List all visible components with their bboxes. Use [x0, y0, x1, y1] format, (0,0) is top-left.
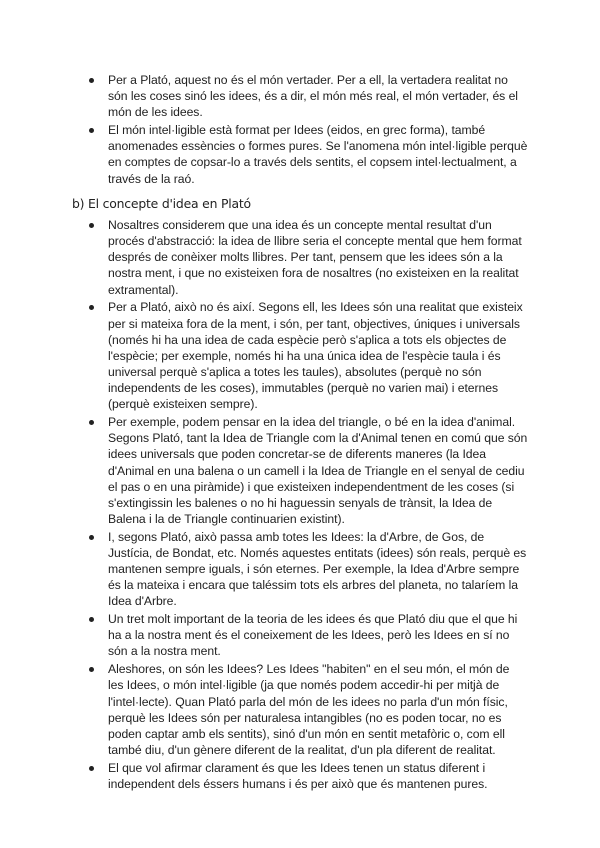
list-item: [88, 661, 528, 758]
list-item: [88, 299, 528, 412]
bullet-icon: [89, 420, 94, 425]
list-item: [88, 414, 528, 527]
paragraph-text: Per a Plató, això no és així. Segons ell, les Idees són una realitat que existeix per si mateixa fora de la ment, i són, per tant, objectives, úniques i universals (només hi ha una idea de cada espècie però s'aplica a tots els objectes de l'espècie; per exemple, només hi ha una única idea de l'espècie taula i és universal perquè s'aplica a totes les taules), absolutes (perquè no són independents de les coses), immutables (perquè no varien mai) i eternes (perquè existeixen sempre).: [108, 300, 523, 412]
paragraph-text: El que vol afirmar clarament és que les Idees tenen un status diferent i independent dels éssers humans i és per això que és mantenen pures.: [108, 760, 488, 791]
bullet-icon: [89, 535, 94, 540]
paragraph-text: Un tret molt important de la teoria de les idees és que Plató diu que el que hi ha a la nostra ment és el coneixement de les Idees, però les Idees en sí no són a la nostra ment.: [108, 612, 518, 659]
list-item: [88, 529, 528, 610]
paragraph-text: Aleshores, on són les Idees? Les Idees "habiten" en el seu món, el món de les Idees, o món intel·ligible (ja que només podem accedir-hi per mitjà de l'intel·lecte). Quan Plató parla del món de les idees no parla d'un món físic, perquè les Idees són per naturalesa intangibles (no es poden tocar, no es poden captar amb els sentits), sinó d'un món en sentit metafòric o, com ell també diu, d'un gènere diferent de la realitat, d'un pla diferent de realitat.: [108, 662, 510, 757]
section-a-list: [88, 72, 528, 188]
section-b-heading: b) El concepte d'idea en Plató: [72, 196, 251, 211]
paragraph-text: Per exemple, podem pensar en la idea del triangle, o bé en la idea d'animal. Segons Plató, tant la Idea de Triangle com la d'Animal tenen en comú que són idees universals que poden concretar-se de diferents maneres (la Idea d'Animal en una balena o un camell i la Idea de Triangle en el senyal de cediu el pas o en una piràmide) i que existeixen independentment de les coses (si s'extingissin les balenes o no hi haguessin senyals de trànsit, la Idea de Balena i la de Triangle continuarien existint).: [108, 415, 528, 526]
bullet-icon: [89, 617, 94, 622]
list-item: [88, 760, 528, 792]
list-item: [88, 72, 528, 120]
bullet-icon: [89, 223, 94, 228]
bullet-icon: [89, 78, 94, 83]
bullet-icon: [89, 128, 94, 133]
bullet-icon: [89, 667, 94, 672]
bullet-icon: [89, 305, 94, 310]
list-item: [88, 611, 528, 659]
list-item: [88, 122, 528, 187]
section-b-list: [88, 217, 528, 794]
bullet-icon: [89, 766, 94, 771]
paragraph-text: Per a Plató, aquest no és el món vertader. Per a ell, la vertadera realitat no són les coses sinó les idees, és a dir, el món més real, el món vertader, és el món de les idees.: [108, 73, 518, 120]
list-item: [88, 217, 528, 298]
paragraph-text: El món intel·ligible està format per Idees (eidos, en grec forma), també anomenades essències o formes pures. Se l'anomena món intel·ligible perquè en comptes de copsar-lo a través dels sentits, el copsem intel·lectualment, a través de la raó.: [108, 123, 528, 186]
paragraph-text: I, segons Plató, això passa amb totes les Idees: la d'Arbre, de Gos, de Justícia, de Bondat, etc. Només aquestes entitats (idees) són reals, perquè es mantenen sempre iguals, i són eternes. Per exemple, la Idea d'Arbre sempre és la mateixa i encara que taléssim tots els arbres del planeta, no talaríem la Idea d'Arbre.: [108, 529, 527, 609]
paragraph-text: Nosaltres considerem que una idea és un concepte mental resultat d'un procés d'abstracció: la idea de llibre seria el concepte mental que hem format després de conèixer molts llibres. Per tant, pensem que les idees són a la nostra ment, i que no existeixen fora de nosaltres (no existeixen en la realitat extramental).: [108, 218, 522, 297]
